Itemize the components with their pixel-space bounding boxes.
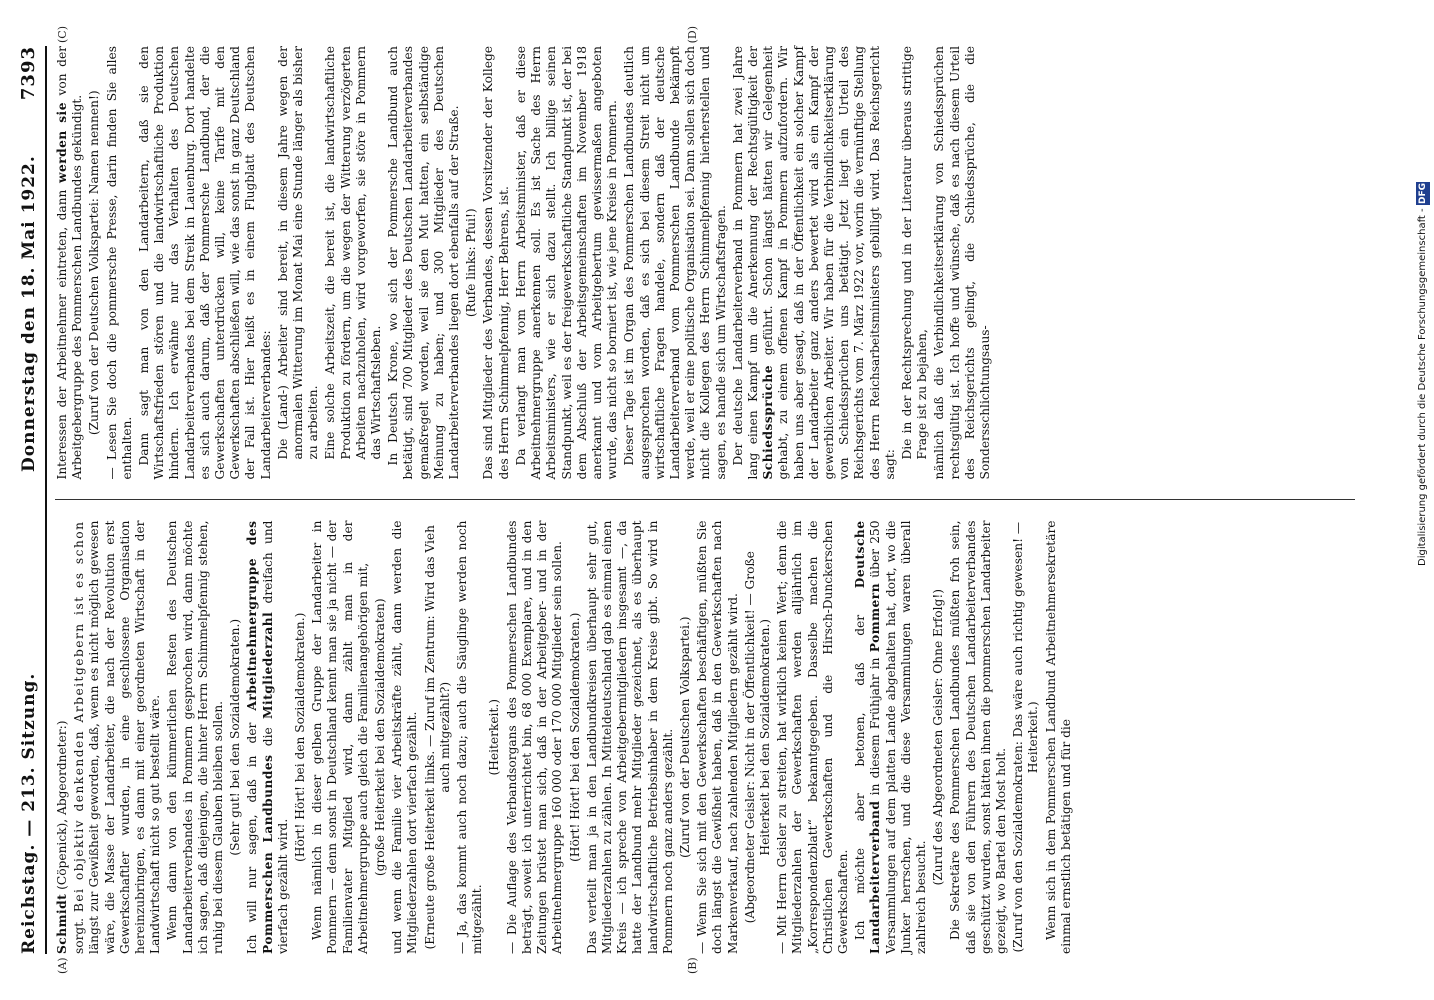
right-column-paragraph: nämlich daß die Verbindlichkeitserklärung von Schiedssprüchen rechtsgültig ist. Ich hoffe und wünsche, daß es nach diesem Urteil des Reichsgerichts gelingt, die Schiedssprüche, die die Sondersschlichtungsaus- [932,46,992,480]
right-column-paragraph: In Deutsch Krone, wo sich der Pommersche Landbund auch betätigt, sind 700 Mitglieder des Deutschen Landarbeiterverbandes gemaßregelt worden, weil sie den Mut hatten, ein selbständige Meinung zu haben; und 300 Mitglieder des Deutschen Landarbeiterverbandes liegen dort ebenfalls auf der Straße. [386,46,462,480]
left-column-paragraph: — Ja, das kommt auch noch dazu; auch die Säuglinge werden noch mitgezählt. [455,520,485,954]
left-column-paragraph: Das verteilt man ja in den Landbundkreisen überhaupt sehr gut, Mitgliederzahlen zu zählen. In Mitteldeutschland gab es einmal einen Kreis — ich spreche von Arbeitgebermitgliedern insgesamt —, da hatte der Landbund mehr Mitglieder gezeichnet, als es überhaupt landwirtschaftliche Betriebsinhaber in dem Kreise gibt. So wird in Pommern noch ganz anders gezählt. [584,520,675,954]
left-column-paragraph: (Hört! Hört! bei den Sozialdemokraten.) [567,612,582,862]
digitization-credit [1416,6,1430,566]
dfg-logo: DFG [1418,183,1428,205]
right-column [55,26,1355,480]
right-column-paragraph: Die in der Rechtsprechung und in der Literatur überaus strittige Frage ist zu bejahen, [899,46,930,460]
text-columns [55,26,1355,974]
left-column-paragraph: Ich möchte aber betonen, daß der Deutsche Landarbeiterverband in diesem Frühjahr in Pommern über 250 Versammlungen auf dem platten Lande abgehalten hat, dort, wo die Junker herrschen, und die diese Versammlungen waren überall zahlreich besucht. [853,520,928,954]
document-page [0,20,1410,980]
left-column-paragraph: (Zuruf des Abgeordneten Geisler: Ohne Erfolg!) [931,589,946,886]
header-session: Reichstag. — 213. Sitzung. [19,672,39,954]
left-column-paragraph: (Erneute große Heiterkeit links. — Zuruf im Zentrum: Wird das Vieh auch mitgezählt?) [422,525,452,950]
page-number: 7393 [18,45,39,101]
left-column-paragraph: Die Sekretäre des Pommerschen Landbundes müßten froh sein, daß sie von den Führern des Deutschen Landarbeiterverbandes geschützt wurden, sonst hätten ihnen die pommerschen Landarbeiter gezeigt, wo Bartel den Most holt. [948,520,1008,954]
left-column-paragraph: — Wenn Sie sich mit den Gewerkschaften beschäftigen, müßten Sie doch längst die Gewißheit haben, daß in den Gewerkschaften nach Markenverkauf, nach zahlenden Mitgliedern gezählt wird. [695,520,740,954]
right-column-paragraph: Interessen der Arbeitnehmer eintreten, dann werden sie von der Arbeitgebergruppe des Pommerschen Landbundes gekündigt. [55,46,85,480]
left-column-paragraph: Ich will nur sagen, daß in der Arbeitnehmergruppe des Pommerschen Landbundes die Mitgliederzahl dreifach und vierfach gezählt wird. [245,520,290,954]
left-column-paragraph: Wenn sich in dem Pommerschen Landbund Arbeitnehmersekretäre einmal ernstlich betätigen und für die [1043,520,1073,954]
right-column-paragraph: (Rufe links: Pfui!) [464,208,479,318]
right-column-paragraph: — Lesen Sie doch die pommersche Presse, darin finden Sie alles enthalten. [104,46,134,480]
right-column-paragraph: Die (Land-) Arbeiter sind bereit, in diesem Jahre wegen der anormalen Witterung im Monat Mai eine Stunde länger als bisher zu arbeiten. [275,46,321,460]
header-date: Donnerstag den 18. Mai 1922. [19,155,39,472]
margin-marker-b: (B) [686,957,699,974]
left-column-paragraph: Wenn dann von den kümmerlichen Resten des Deutschen Landarbeiterverbandes in Pommern gesprochen wird, dann möchte ich sagen, daß diejenigen, die hinter Herrn Schimmelpfennig stehen, ruhig bei diesem Glauben bleiben sollen. [165,520,226,954]
left-column-paragraph: — Mit Herrn Geisler zu streiten, hat wirklich keinen Wert; denn die Mitgliederzahlen der Gewerkschaften werden alljährlich im „Korrespondenzblatt“ bekanntgegeben. Dasselbe machen die Christlichen Gewerkschaften und die Hirsch-Dunckerschen Gewerkschaften. [775,520,850,954]
left-column-paragraph: Wenn nämlich in dieser gelben Gruppe der Landarbeiter in Pommern — denn sonst in Deutschland kennt man sie ja nicht — der Familienvater Mitglied wird, dann zählt man in der Arbeitnehmergruppe auch gleich die Familienangehörigen mit, [310,520,370,954]
margin-marker-c: (C) [56,26,69,43]
right-column-paragraph: Der deutsche Landarbeiterverband in Pommern hat zwei Jahre lang einen Kampf um die Anerkennung der Rechtsgültigkeit der Schiedssprüche geführt. Schon längst hätten wir Gelegenheit gehabt, zu einem offenen Kampf in Pommern aufzufordern. Wir haben uns aber gesagt, daß in der Öffentlichkeit ein solcher Kampf der Landarbeiter ganz anders bewertet wird als ein Kampf der gewerblichen Arbeiter. Wir haben für die Verbindlichkeitserklärung von Schiedssprüchen uns betätigt. Jetzt liegt ein Urteil des Reichsgerichts vom 7. März 1922 vor, worin die vernünftige Stellung des Herrn Reichsarbeitsministers gebilligt wird. Das Reichsgericht sagt: [730,46,897,480]
right-column-paragraph: Eine solche Arbeitszeit, die bereit ist, die landwirtschaftliche Produktion zu fördern, um die wegen der Witterung verzögerten Arbeiten nachzuholen, wird vorgeworfen, sie störe in Pommern das Wirtschaftsleben. [323,46,384,460]
margin-marker-a: (A) [56,957,69,974]
left-column-paragraph: (Heiterkeit.) [487,699,502,776]
left-column-paragraph: (Zuruf von den Sozialdemokraten: Das wäre auch richtig gewesen! — Heiterkeit.) [1011,521,1041,953]
column-divider [55,500,1355,501]
left-column-paragraph: (Abgeordneter Geisler: Nicht in der Öffentlichkeit! — Große Heiterkeit bei den Sozialdemokraten.) [742,551,772,924]
left-column-paragraph: — Die Auflage des Verbandsorgans des Pommerschen Landbundes beträgt, soweit ich unterrichtet bin, 68 000 Exemplare, und in den Zeitungen brüstet man sich, daß in der Arbeitgeber- und in der Arbeitnehmergruppe 160 000 oder 170 000 Mitglieder sein sollen. [504,520,565,954]
credit-text: Digitalisierung gefördert durch die Deutsche Forschungsgemeinschaft - [1417,208,1428,566]
right-column-paragraph: Da verlangt man vom Herrn Arbeitsminister, daß er diese Arbeitnehmergruppe anerkennen soll. Es ist Sache des Herrn Arbeitsministers, wie er sich dazu stellt. Ich billige seinen Standpunkt, weil es der freigewerkschaftliche Standpunkt ist, der bei dem Abschluß der Arbeitsgemeinschaften im November 1918 anerkannt und vom Arbeitgebertum gewissermaßen angeboten wurde, das nicht so borniert ist, wie jene Kreise in Pommern. [513,46,620,480]
left-column-paragraph: sorgt. Bei objektiv denkenden Arbeitgebern ist es schon längst zur Gewißheit geworden, daß, wenn es nicht möglich gewesen wäre, die Masse der Landarbeiter, die nach der Revolution erst Gewerkschaftler wurden, in eine geschlossene Organisation hereinzubringen, es dann mit einer geordneten Wirtschaft in der Landwirtschaft nicht so gut bestellt wäre. [72,520,163,954]
right-column-paragraph: (Zuruf von der Deutschen Volkspartei: Namen nennen!) [87,90,102,436]
right-column-paragraph: Dann sagt man von den Landarbeitern, daß sie den Wirtschaftsfrieden stören und die landwirtschaftliche Produktion hindern. Ich erwähne nur das Verhalten des Deutschen Landarbeiterverbandes bei dem Streik in Lauenburg. Dort handelte es sich auch darum, daß der Pommersche Landbund, der die Gewerkschaften unterdrücken will, keine Tarife mit den Gewerkschaften abschließen will, wie das sonst in ganz Deutschland der Fall ist. Hier heißt es in einem Flugblatt des Deutschen Landarbeiterverbandes: [137,46,273,480]
left-column-paragraph: Schmidt (Cöpenick), Abgeordneter:) [55,720,69,954]
right-column-paragraph: Dieser Tage ist im Organ des Pommerschen Landbundes deutlich ausgesprochen worden, daß es sich bei diesem Streit nicht um wirtschaftliche Fragen handele, sondern daß der deutsche Landarbeiterverband vom Pommerschen Landbunde bekämpft werde, weil er eine politische Organisation sei. Dann sollen sich doch nicht die Kollegen des Herrn Schimmelpfennig hierherstellen und sagen, es handle sich um Wirtschaftsfragen. [622,46,728,480]
left-column-paragraph: und wenn die Familie vier Arbeitskräfte zählt, dann werden die Mitgliederzahlen dort vierfach gezählt. [390,520,420,954]
left-column-paragraph: (Sehr gut! bei den Sozialdemokraten.) [228,618,243,856]
margin-marker-d: (D) [686,26,699,44]
left-column [55,520,1355,974]
page-header [18,46,47,954]
left-column-paragraph: (Zuruf von der Deutschen Volkspartei.) [677,616,692,858]
right-column-paragraph: Das sind Mitglieder des Verbandes, dessen Vorsitzender der Kollege des Herrn Schimmelpfennig, Herr Behrens, ist. [481,46,511,480]
left-column-paragraph: (große Heiterkeit bei den Sozialdemokraten) [373,598,388,877]
left-column-paragraph: (Hört! Hört! bei den Sozialdemokraten.) [293,612,308,862]
